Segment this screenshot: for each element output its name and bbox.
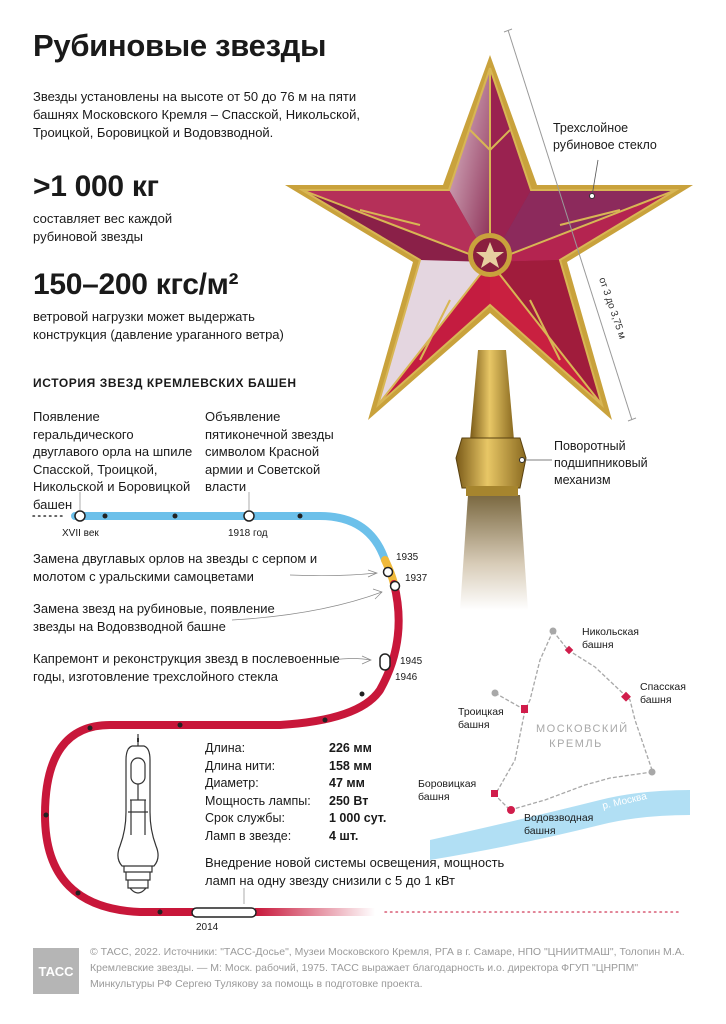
event-date-1935: 1935 — [396, 552, 419, 563]
vodovzvodnaya-tower-marker — [507, 806, 515, 814]
event-text-2014: Внедрение новой системы освещения, мощность ламп на одну звезду снизили с 5 до 1 кВт — [205, 855, 505, 888]
callout-star-size: от 3 до 3,75 м — [596, 276, 628, 341]
bearing-pointer-dot — [520, 458, 525, 463]
map-corner-north — [550, 628, 557, 635]
troitskaya-tower-marker — [521, 705, 528, 713]
map-kremlin-label: МОСКОВСКИЙ КРЕМЛЬ — [536, 723, 629, 750]
event-date-1918: 1918 год — [228, 528, 268, 539]
borovitskaya-tower-marker — [491, 790, 498, 797]
event-text-1918: Объявление пятиконечной звезды символом Красной армии и Советской власти — [205, 409, 334, 494]
map-label-troitskaya: Троицкая башня — [458, 706, 504, 731]
spec-row: Диаметр: 47 мм — [205, 776, 365, 790]
spec-row: Мощность лампы: 250 Вт — [205, 793, 369, 808]
star-spire — [456, 350, 528, 610]
glass-pointer-dot — [590, 194, 595, 199]
map-label-borovitskaya: Боровицкая башня — [418, 778, 477, 803]
event-date-1945: 1945 — [400, 656, 423, 667]
callout-ruby-glass: Трехслойное рубиновое стекло — [553, 121, 657, 152]
event-text-1945: Капремонт и реконструкция звезд в послевоенные годы, изготовление трехслойного стекла — [33, 651, 340, 684]
event-date-1946: 1946 — [395, 672, 418, 683]
stat-weight-caption: составляет вес каждой рубиновой звезды — [33, 211, 173, 244]
spec-row: Длина нити: 158 мм — [205, 758, 372, 773]
event-date-2014: 2014 — [196, 922, 219, 933]
history-heading: ИСТОРИЯ ЗВЕЗД КРЕМЛЕВСКИХ БАШЕН — [33, 376, 297, 390]
footer-credits: © ТАСС, 2022. Источники: "ТАСС-Досье", Музеи Московского Кремля, РГА в г. Самаре, НПО "ЦНИИТМАШ", Толопин М.А. Кремлевские звезды. — М: Моск. рабочий, 1975. ТАСС выражает благодарность и.о. директора ФГУП "ЦНРПМ" Минкультуры РФ Сергею Тулякову за помощь в подготовке проекта. — [90, 946, 685, 990]
intro-text: Звезды установлены на высоте от 50 до 76 м на пяти башнях Московского Кремля – Спасской, Никольской, Троицкой, Боровицкой и Водовзводной. — [33, 89, 361, 140]
tass-logo: ТАСС — [33, 948, 79, 994]
lamp-drawing — [118, 734, 158, 893]
map-label-spasskaya: Спасская башня — [640, 681, 686, 706]
map-label-vodovzvodnaya: Водовзводная башня — [524, 812, 594, 837]
event-date-1937: 1937 — [405, 573, 428, 584]
map-corner-east — [649, 769, 656, 776]
spec-row: Ламп в звезде: 4 шт. — [205, 828, 359, 843]
lamp-specs — [205, 740, 386, 845]
map-corner-west — [492, 690, 499, 697]
event-text-1935: Замена двуглавых орлов на звезды с серпом и молотом с уральскими самоцветами — [33, 551, 318, 584]
spec-row: Длина: 226 мм — [205, 741, 372, 755]
stat-wind-caption: ветровой нагрузки может выдержать конструкция (давление ураганного ветра) — [33, 309, 284, 342]
event-date-17c: XVII век — [62, 528, 99, 539]
stat-wind-value: 150–200 кгс/м² — [33, 268, 239, 301]
event-text-17c: Появление геральдического двуглавого орла на шпиле Спасской, Троицкой, Никольской и Боровицкой башен — [33, 409, 193, 512]
map-label-nikolskaya: Никольская башня — [582, 626, 639, 651]
stat-weight-value: >1 000 кг — [33, 170, 159, 203]
map-river-label: р. Москва — [601, 791, 648, 812]
callout-bearing: Поворотный подшипниковый механизм — [554, 439, 648, 487]
spec-row: Срок службы: 1 000 сут. — [205, 811, 387, 825]
page-title: Рубиновые звезды — [33, 28, 327, 63]
event-text-1937: Замена звезд на рубиновые, появление звезды на Водовзводной башне — [33, 601, 275, 634]
